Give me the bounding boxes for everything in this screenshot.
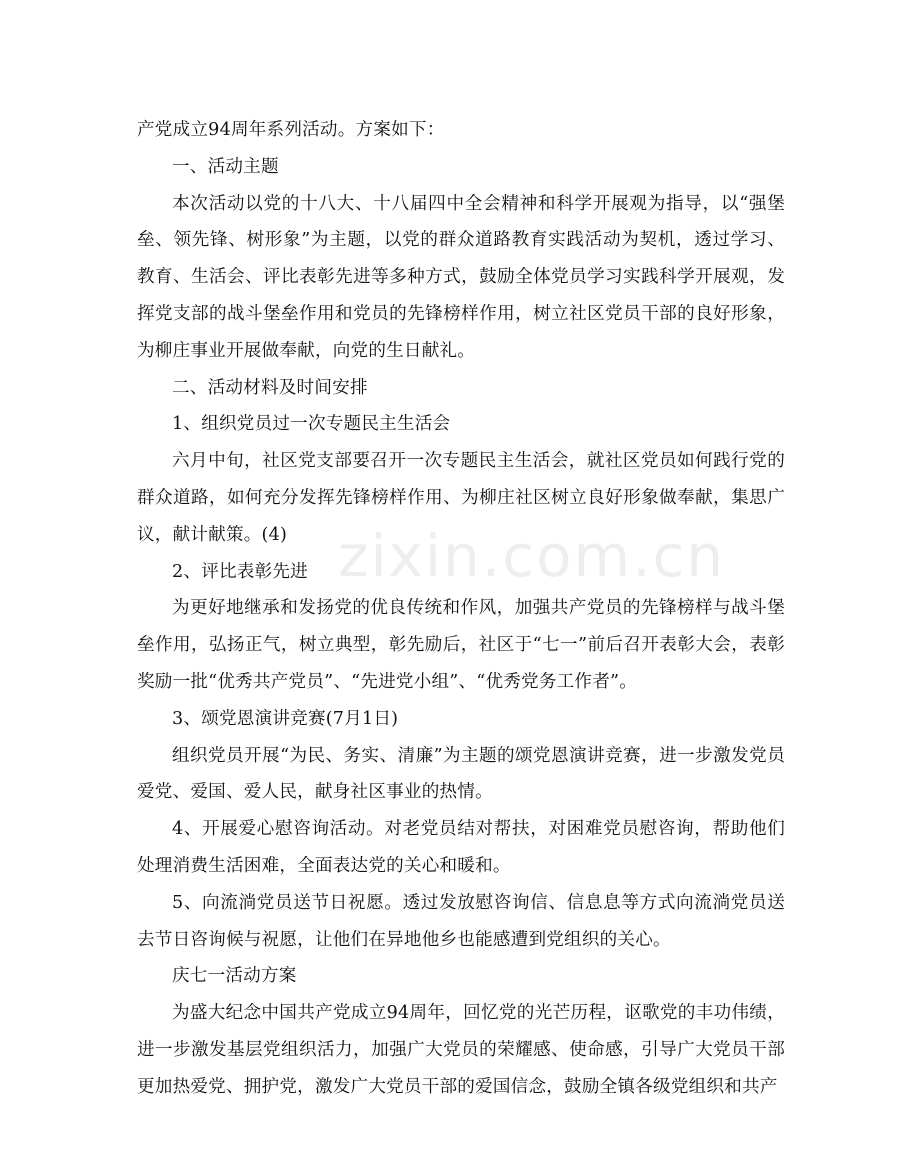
- document-body: [137, 112, 785, 1106]
- heading-item-2: 2、评比表彰先进: [172, 561, 308, 582]
- heading-item-1: 1、组织党员过一次专题民主生活会: [172, 414, 451, 435]
- paragraph-item-1-body: 六月中旬，社区党支部要召开一次专题民主生活会，就社区党员如何践行党的群众道路，如何充分发挥先锋榜样作用、为柳庄社区树立良好形象做奉献，集思广议，献计献策。(4): [137, 451, 785, 545]
- paragraph-item-3-body: 组织党员开展“为民、务实、清廉”为主题的颂党恩演讲竞赛，进一步激发党员爱党、爱国、爱人民，献身社区事业的热情。: [137, 745, 785, 803]
- paragraph-item-2-body: 为更好地继承和发扬党的优良传统和作风，加强共产党员的先锋榜样与战斗堡垒作用，弘扬正气，树立典型，彰先励后，社区于“七一”前后召开表彰大会，表彰奖励一批“优秀共产党员”、“先进党小组”、“优秀党务工作者”。: [137, 598, 785, 692]
- heading-activity-theme: 一、活动主题: [172, 156, 279, 177]
- paragraph-july-first-body: 为盛大纪念中国共产党成立94周年，回忆党的光芒历程，讴歌党的丰功伟绩，进一步激发基层党组织活力，加强广大党员的荣耀感、使命感，引导广大党员干部更加热爱党、拥护党，激发广大党员干部的爱国信念，鼓励全镇各级党组织和共产: [137, 1003, 785, 1097]
- paragraph-intro-continuation: 产党成立94周年系列活动。方案如下：: [137, 120, 445, 140]
- heading-july-first-plan: 庆七一活动方案: [172, 966, 297, 987]
- heading-item-3: 3、颂党恩演讲竞赛(7月1日): [172, 708, 399, 729]
- paragraph-theme-body: 本次活动以党的十八大、十八届四中全会精神和科学开展观为指导，以“强堡垒、领先锋、树形象”为主题，以党的群众道路教育实践活动为契机，透过学习、教育、生活会、评比表彰先进等多种方式，鼓励全体党员学习实践科学开展观，发挥党支部的战斗堡垒作用和党员的先锋榜样作用，树立社区党员干部的良好形象，为柳庄事业开展做奉献，向党的生日献礼。: [137, 193, 785, 361]
- paragraph-item-5: 5、向流淌党员送节日祝愿。透过发放慰咨询信、信息息等方式向流淌党员送去节日咨询候与祝愿，让他们在异地他乡也能感遭到党组织的关心。: [137, 892, 785, 950]
- heading-materials-schedule: 二、活动材料及时间安排: [172, 377, 368, 398]
- paragraph-item-4: 4、开展爱心慰咨询活动。对老党员结对帮扶，对困难党员慰咨询，帮助他们处理消费生活困难，全面表达党的关心和暖和。: [137, 819, 785, 876]
- site-watermark: zixin.com.cn: [338, 522, 726, 590]
